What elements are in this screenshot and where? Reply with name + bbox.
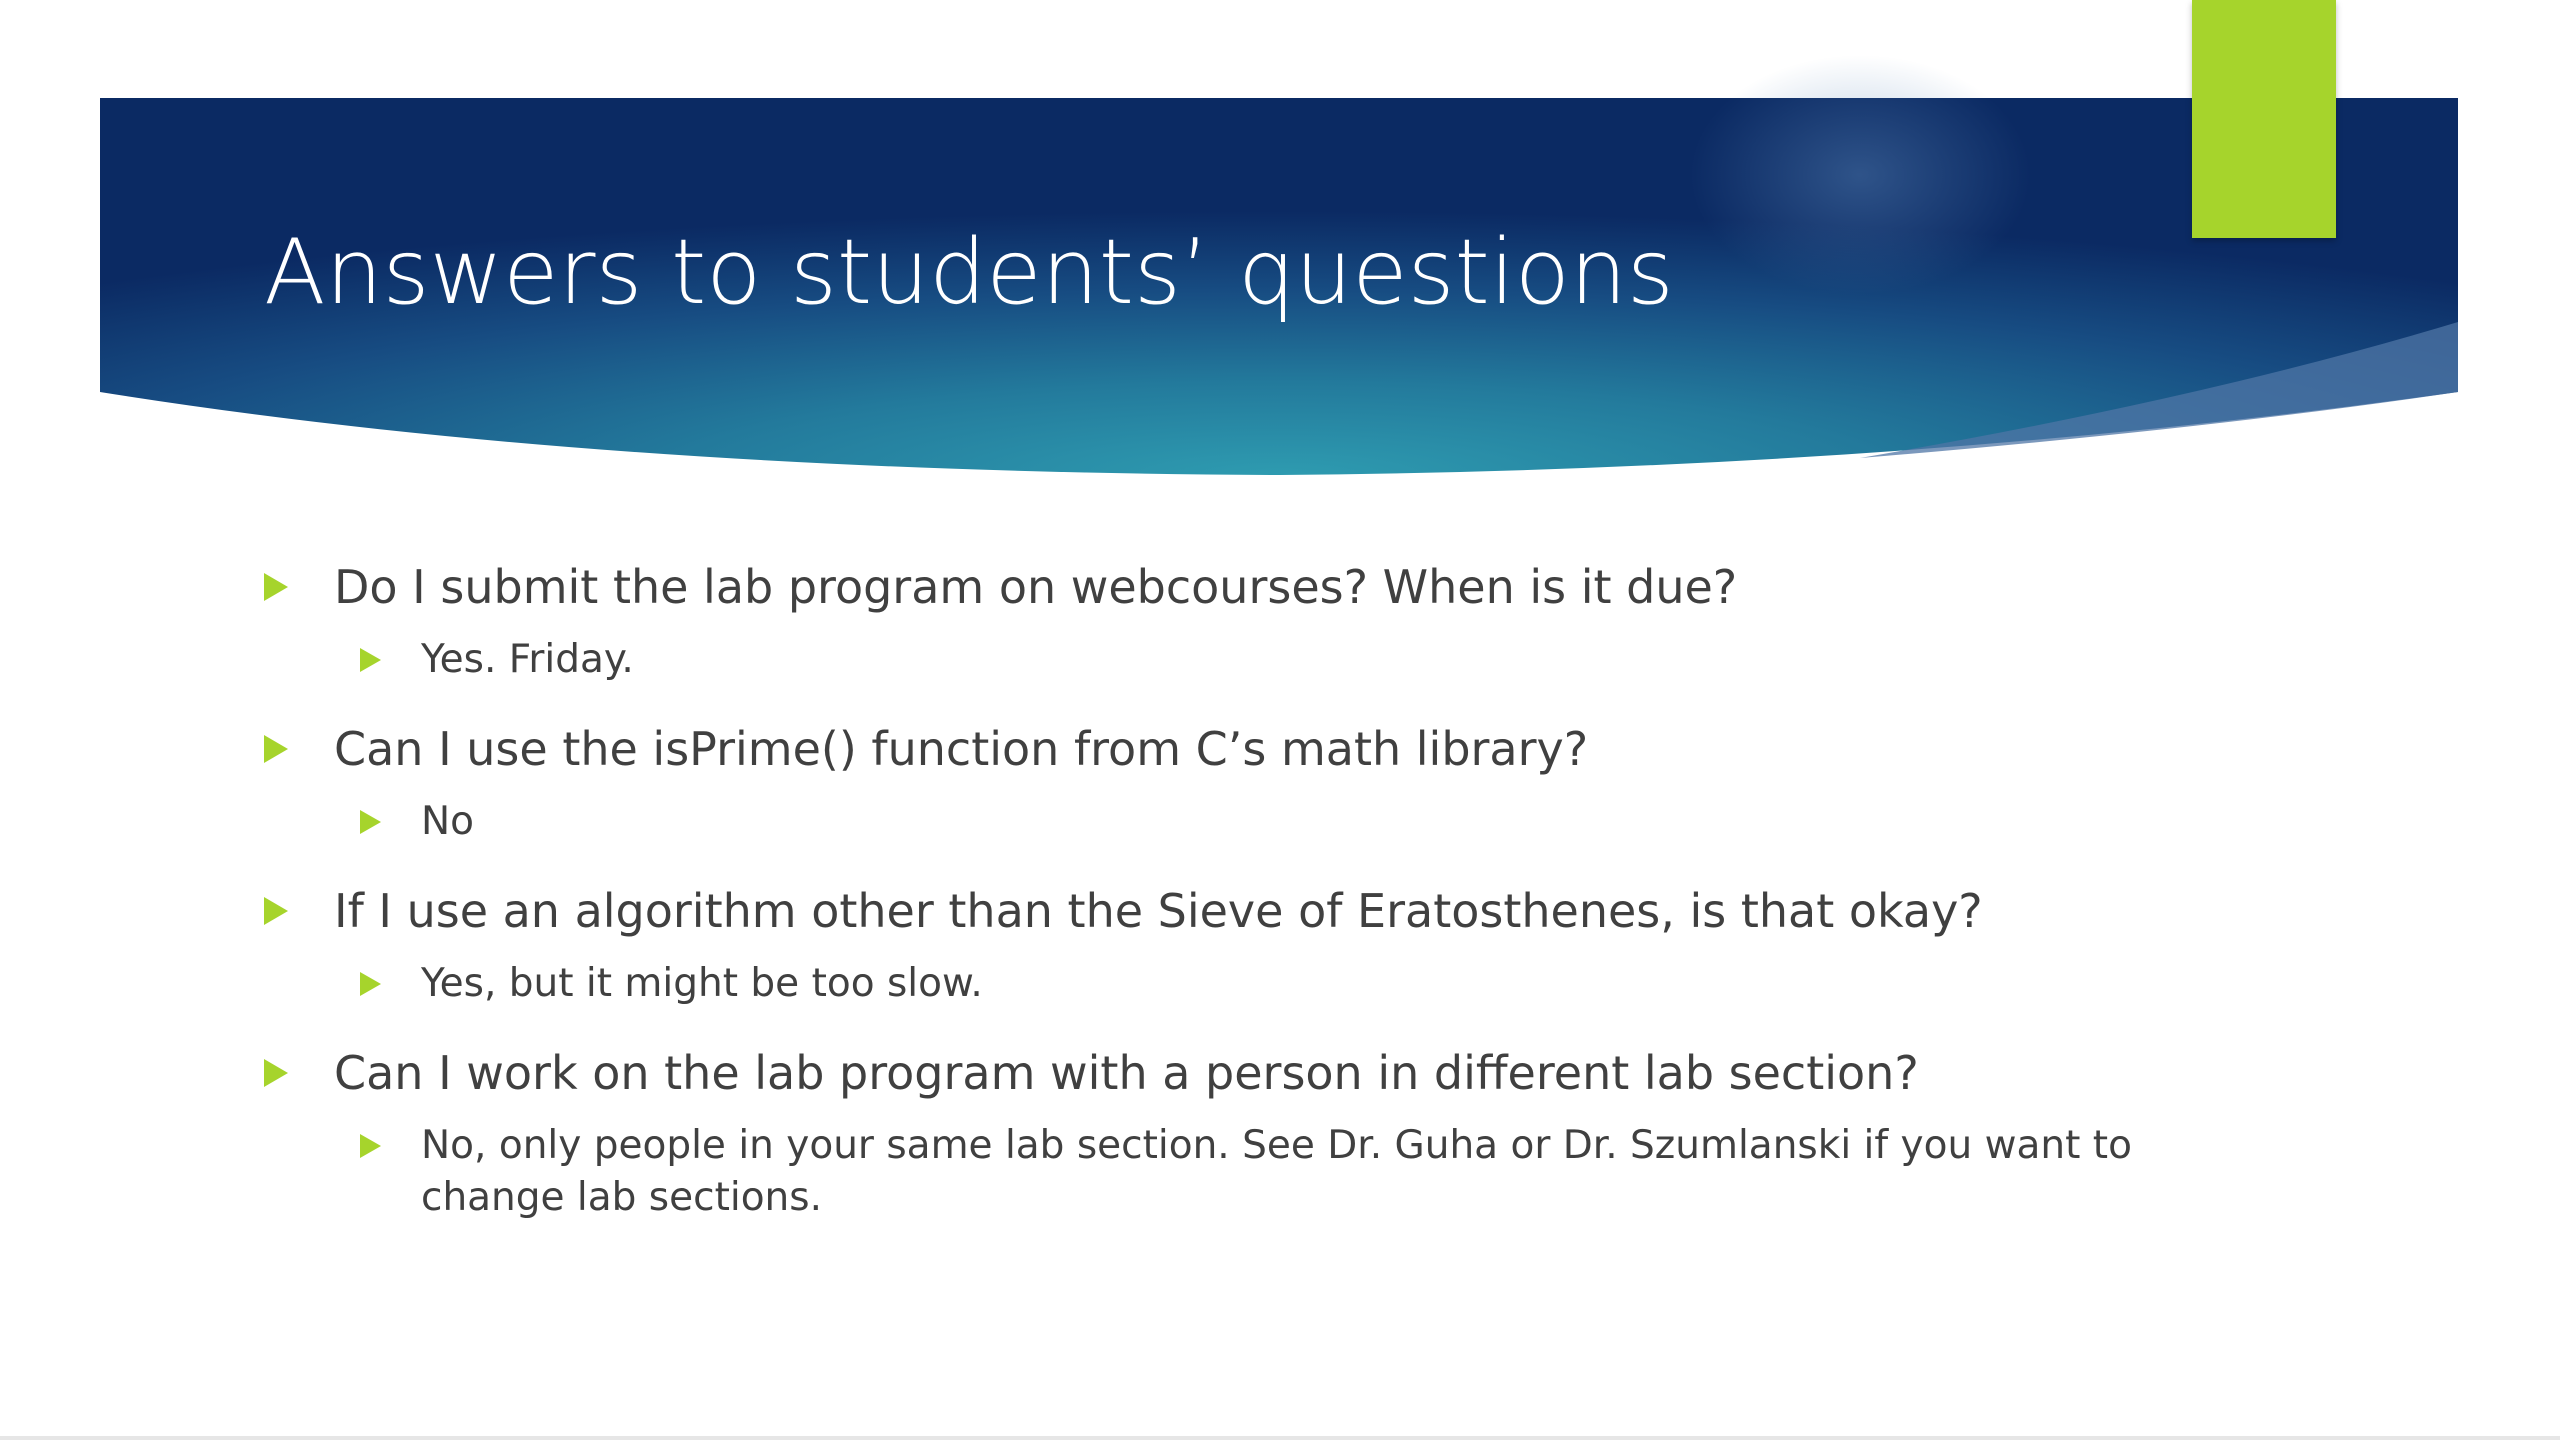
answer-bullet-2 <box>360 796 2264 848</box>
answer-text: No, only people in your same lab section. See Dr. Guha or Dr. Szumlanski if you want to change lab sections. <box>421 1123 2132 1220</box>
answer-text: Yes. Friday. <box>421 637 634 682</box>
answer-bullet-4 <box>360 1120 2264 1224</box>
answer-text: Yes, but it might be too slow. <box>421 961 983 1006</box>
bullet-arrow-icon <box>264 573 288 601</box>
question-bullet-1 <box>264 548 2264 626</box>
question-bullet-4 <box>264 1034 2264 1112</box>
answer-bullet-1 <box>360 634 2264 686</box>
bullet-arrow-icon <box>360 972 381 996</box>
question-text: If I use an algorithm other than the Sieve of Eratosthenes, is that okay? <box>334 884 1983 938</box>
question-bullet-2 <box>264 710 2264 788</box>
bullet-arrow-icon <box>360 1134 381 1158</box>
question-text: Can I work on the lab program with a person in different lab section? <box>334 1046 1919 1100</box>
question-text: Do I submit the lab program on webcourses? When is it due? <box>334 560 1738 614</box>
bullet-arrow-icon <box>264 735 288 763</box>
bullet-arrow-icon <box>360 810 381 834</box>
bullet-arrow-icon <box>264 1059 288 1087</box>
question-bullet-3 <box>264 872 2264 950</box>
slide-title: Answers to students’ questions <box>264 220 1674 325</box>
bullet-list <box>264 548 2264 1248</box>
bullet-arrow-icon <box>264 897 288 925</box>
bullet-arrow-icon <box>360 648 381 672</box>
accent-tab <box>2192 0 2336 238</box>
answer-text: No <box>421 799 475 844</box>
answer-bullet-3 <box>360 958 2264 1010</box>
question-text: Can I use the isPrime() function from C’s math library? <box>334 722 1589 776</box>
bottom-divider <box>0 1436 2560 1440</box>
